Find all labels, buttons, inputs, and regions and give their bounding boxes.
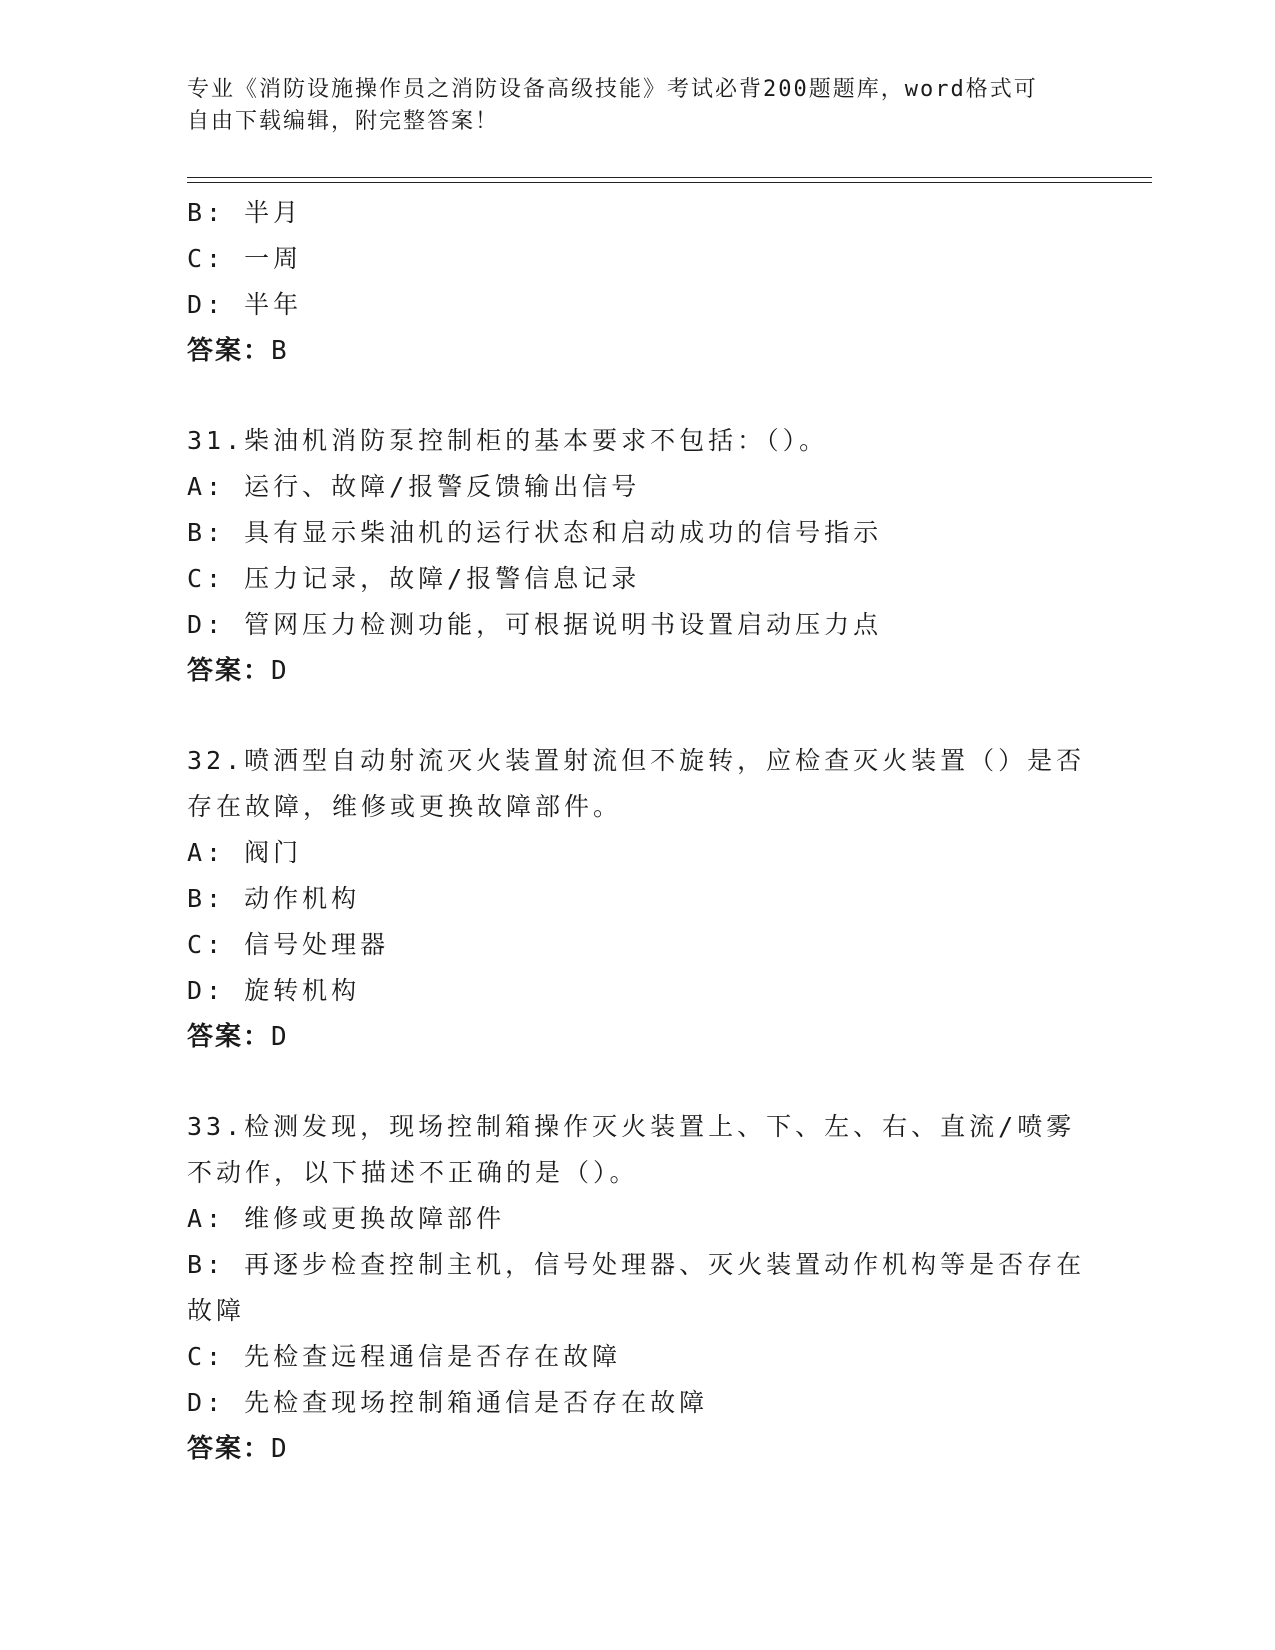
question-stem-continued: 不动作，以下描述不正确的是（）。 bbox=[187, 1158, 639, 1187]
option-b: B: 半月 bbox=[187, 198, 303, 227]
option-a: A: 阀门 bbox=[187, 838, 303, 867]
option-c: C: 一周 bbox=[187, 244, 303, 273]
question-stem: 33.检测发现，现场控制箱操作灭火装置上、下、左、右、直流/喷雾 bbox=[187, 1112, 1076, 1141]
option-b-continued: 故障 bbox=[187, 1296, 246, 1325]
answer-value: D bbox=[271, 1022, 289, 1052]
header-line-1: 专业《消防设施操作员之消防设备高级技能》考试必背200题题库，word格式可 bbox=[187, 77, 1038, 102]
answer-line bbox=[187, 1014, 1087, 1060]
question-stem: 31.柴油机消防泵控制柜的基本要求不包括：（）。 bbox=[187, 426, 829, 455]
answer-value: D bbox=[271, 656, 289, 686]
document-header bbox=[187, 74, 1067, 138]
option-c: C: 信号处理器 bbox=[187, 930, 390, 959]
option-a: A: 运行、故障/报警反馈输出信号 bbox=[187, 472, 641, 501]
option-d: D: 先检查现场控制箱通信是否存在故障 bbox=[187, 1388, 709, 1417]
answer-line bbox=[187, 328, 1087, 374]
answer-label: 答案： bbox=[187, 1022, 272, 1052]
option-d: D: 半年 bbox=[187, 290, 303, 319]
question-block-32 bbox=[187, 738, 1087, 1060]
question-stem: 32.喷洒型自动射流灭火装置射流但不旋转，应检查灭火装置（）是否 bbox=[187, 746, 1086, 775]
option-d: D: 旋转机构 bbox=[187, 976, 361, 1005]
answer-label: 答案： bbox=[187, 336, 272, 366]
answer-label: 答案： bbox=[187, 1434, 272, 1464]
answer-value: D bbox=[271, 1434, 289, 1464]
question-list bbox=[187, 190, 1087, 1472]
header-divider-top bbox=[187, 177, 1152, 178]
answer-value: B bbox=[271, 336, 289, 366]
option-a: A: 维修或更换故障部件 bbox=[187, 1204, 506, 1233]
question-block-31 bbox=[187, 418, 1087, 694]
option-b: B: 具有显示柴油机的运行状态和启动成功的信号指示 bbox=[187, 518, 883, 547]
option-c: C: 压力记录，故障/报警信息记录 bbox=[187, 564, 641, 593]
answer-line bbox=[187, 648, 1087, 694]
header-line-2: 自由下载编辑，附完整答案！ bbox=[187, 109, 500, 134]
option-b: B: 动作机构 bbox=[187, 884, 361, 913]
question-block-33 bbox=[187, 1104, 1087, 1472]
answer-line bbox=[187, 1426, 1087, 1472]
answer-label: 答案： bbox=[187, 656, 272, 686]
header-divider-bottom bbox=[187, 182, 1152, 183]
question-block-30 bbox=[187, 190, 1087, 374]
option-d: D: 管网压力检测功能，可根据说明书设置启动压力点 bbox=[187, 610, 883, 639]
option-b: B: 再逐步检查控制主机，信号处理器、灭火装置动作机构等是否存在 bbox=[187, 1250, 1086, 1279]
question-stem-continued: 存在故障，维修或更换故障部件。 bbox=[187, 792, 623, 821]
option-c: C: 先检查远程通信是否存在故障 bbox=[187, 1342, 622, 1371]
